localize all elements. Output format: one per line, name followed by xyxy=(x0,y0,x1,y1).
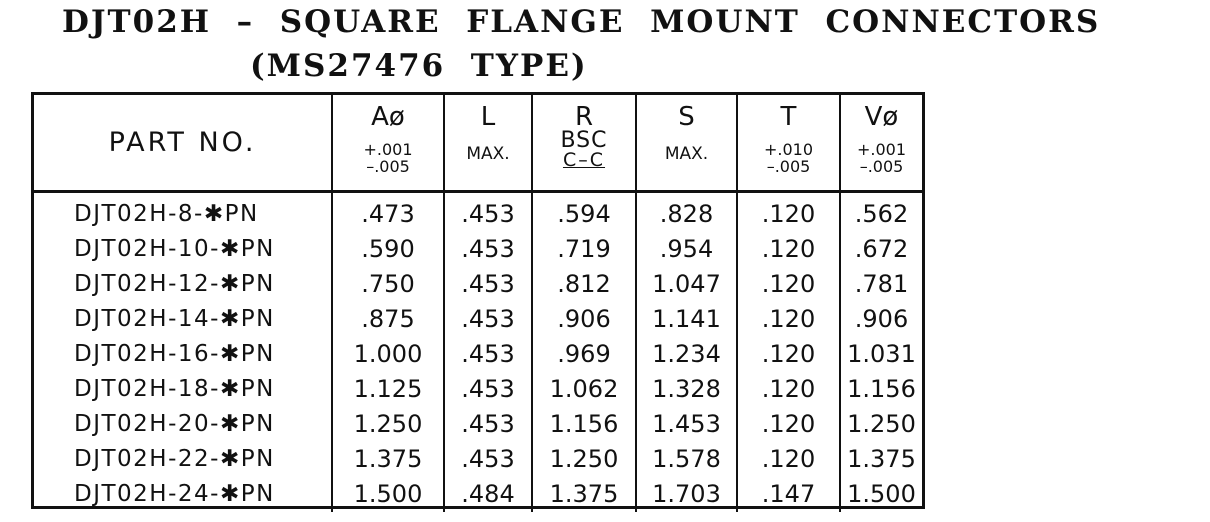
cell-r: 1.375 xyxy=(532,477,636,512)
cell-v: 1.500 xyxy=(840,477,922,512)
table-row xyxy=(34,267,922,302)
table-row xyxy=(34,191,922,232)
cell-a: 1.500 xyxy=(332,477,444,512)
header-t-tol-plus: +.010 xyxy=(763,140,814,159)
cell-s: 1.234 xyxy=(636,337,737,372)
cell-part-no: DJT02H-24-✱PN xyxy=(74,480,275,507)
cell-t: .120 xyxy=(737,267,840,302)
header-l-note: MAX. xyxy=(466,144,510,164)
table-header-row xyxy=(34,95,922,191)
cell-a: .590 xyxy=(332,232,444,267)
header-s-symbol: S xyxy=(678,102,695,132)
cell-a: 1.125 xyxy=(332,372,444,407)
cell-part-no: DJT02H-8-✱PN xyxy=(74,200,259,227)
cell-t: .120 xyxy=(737,232,840,267)
table-row xyxy=(34,337,922,372)
document-title: DJT02H – SQUARE FLANGE MOUNT CONNECTORS xyxy=(62,4,1101,40)
header-l xyxy=(444,95,532,191)
header-a-symbol: Aø xyxy=(371,102,405,132)
header-r-symbol: R xyxy=(574,102,594,132)
header-v-symbol: Vø xyxy=(864,102,899,132)
header-a-tolerance xyxy=(363,141,412,175)
cell-r: 1.062 xyxy=(532,372,636,407)
cell-v: .562 xyxy=(840,191,922,232)
header-v-tol-minus: –.005 xyxy=(859,157,904,176)
cell-t: .120 xyxy=(737,372,840,407)
header-l-symbol: L xyxy=(480,102,496,132)
cell-part-no: DJT02H-14-✱PN xyxy=(74,305,275,332)
cell-t: .120 xyxy=(737,337,840,372)
cell-l: .453 xyxy=(444,302,532,337)
cell-v: 1.156 xyxy=(840,372,922,407)
cell-t: .120 xyxy=(737,442,840,477)
cell-t: .147 xyxy=(737,477,840,512)
header-t-tolerance xyxy=(764,141,813,175)
header-t xyxy=(737,95,840,191)
cell-s: 1.328 xyxy=(636,372,737,407)
header-r xyxy=(532,95,636,191)
header-a-tol-minus: –.005 xyxy=(366,157,410,176)
table-row xyxy=(34,372,922,407)
header-v-tol-plus: +.001 xyxy=(856,140,907,159)
cell-s: .828 xyxy=(636,191,737,232)
cell-r: 1.250 xyxy=(532,442,636,477)
cell-s: 1.453 xyxy=(636,407,737,442)
cell-v: 1.375 xyxy=(840,442,922,477)
dimension-table xyxy=(31,92,925,509)
cell-s: 1.047 xyxy=(636,267,737,302)
cell-a: .750 xyxy=(332,267,444,302)
cell-l: .453 xyxy=(444,232,532,267)
cell-a: 1.000 xyxy=(332,337,444,372)
cell-part-no: DJT02H-10-✱PN xyxy=(74,235,275,262)
cell-part-no: DJT02H-16-✱PN xyxy=(74,340,275,367)
table-row xyxy=(34,302,922,337)
cell-part-no: DJT02H-12-✱PN xyxy=(74,270,275,297)
cell-t: .120 xyxy=(737,191,840,232)
cell-r: .906 xyxy=(532,302,636,337)
cell-v: .906 xyxy=(840,302,922,337)
header-r-center-to-center: C–C xyxy=(562,149,606,171)
header-s xyxy=(636,95,737,191)
document-subtitle: (MS27476 TYPE) xyxy=(250,48,588,84)
table-row xyxy=(34,477,922,512)
cell-r: .812 xyxy=(532,267,636,302)
cell-a: 1.375 xyxy=(332,442,444,477)
cell-r: .719 xyxy=(532,232,636,267)
cell-r: .969 xyxy=(532,337,636,372)
table-row xyxy=(34,407,922,442)
cell-a: 1.250 xyxy=(332,407,444,442)
header-v xyxy=(840,95,922,191)
table-row xyxy=(34,442,922,477)
cell-l: .484 xyxy=(444,477,532,512)
table-row xyxy=(34,232,922,267)
header-t-tol-minus: –.005 xyxy=(766,157,811,176)
cell-part-no: DJT02H-22-✱PN xyxy=(74,445,275,472)
cell-s: 1.578 xyxy=(636,442,737,477)
cell-s: 1.703 xyxy=(636,477,737,512)
header-v-tolerance xyxy=(857,141,906,175)
cell-part-no: DJT02H-18-✱PN xyxy=(74,375,275,402)
cell-l: .453 xyxy=(444,191,532,232)
header-t-symbol: T xyxy=(780,102,797,132)
cell-s: 1.141 xyxy=(636,302,737,337)
cell-v: 1.250 xyxy=(840,407,922,442)
cell-a: .875 xyxy=(332,302,444,337)
cell-l: .453 xyxy=(444,372,532,407)
cell-s: .954 xyxy=(636,232,737,267)
header-a xyxy=(332,95,444,191)
header-r-bsc: BSC xyxy=(560,128,608,153)
cell-t: .120 xyxy=(737,407,840,442)
header-part-no: PART NO. xyxy=(34,95,332,191)
cell-l: .453 xyxy=(444,442,532,477)
cell-r: .594 xyxy=(532,191,636,232)
cell-r: 1.156 xyxy=(532,407,636,442)
cell-v: .672 xyxy=(840,232,922,267)
cell-l: .453 xyxy=(444,337,532,372)
cell-l: .453 xyxy=(444,267,532,302)
cell-v: 1.031 xyxy=(840,337,922,372)
cell-v: .781 xyxy=(840,267,922,302)
cell-part-no: DJT02H-20-✱PN xyxy=(74,410,275,437)
cell-t: .120 xyxy=(737,302,840,337)
header-s-note: MAX. xyxy=(664,144,709,164)
cell-a: .473 xyxy=(332,191,444,232)
cell-l: .453 xyxy=(444,407,532,442)
header-a-tol-plus: +.001 xyxy=(363,140,413,159)
